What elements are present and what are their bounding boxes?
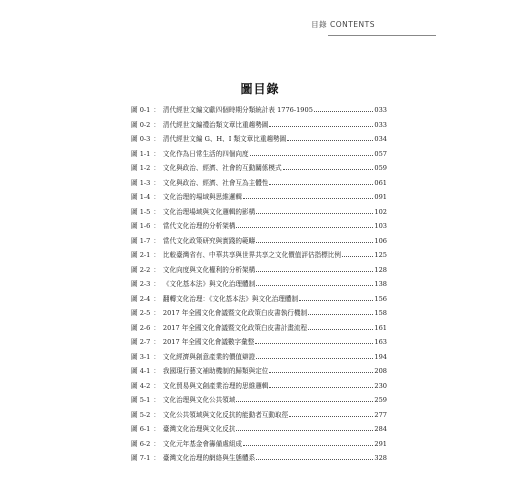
dot-leader — [236, 430, 373, 431]
figure-label: 圖 1-3 — [131, 178, 151, 187]
page-title: 圖目錄 — [240, 82, 280, 96]
figure-label: 圖 2-3 — [131, 280, 151, 288]
toc-entry[interactable] — [131, 393, 387, 408]
page-number: 158 — [374, 309, 387, 317]
separator: ： — [153, 439, 160, 448]
figure-label: 圖 1-7 — [131, 236, 151, 245]
separator: ： — [153, 135, 160, 143]
figure-label: 圖 2-7 — [131, 338, 151, 346]
toc-entry[interactable] — [131, 451, 387, 466]
toc-entry[interactable] — [131, 277, 387, 292]
toc-entry[interactable] — [131, 205, 387, 220]
figure-label: 圖 1-6 — [131, 222, 151, 230]
dot-leader — [269, 372, 373, 373]
dot-leader — [236, 401, 373, 402]
figure-label: 圖 4-1 — [131, 367, 151, 375]
page-number: 057 — [374, 149, 387, 158]
separator: ： — [153, 193, 160, 201]
figure-title: 文化治理的場域與思維邏輯 — [162, 193, 243, 201]
dot-leader — [289, 416, 373, 417]
separator: ： — [153, 381, 160, 390]
figure-title: 2017 年全國文化會議數字彙整 — [162, 338, 255, 346]
dot-leader — [256, 459, 373, 460]
separator: ： — [153, 222, 160, 230]
figure-label: 圖 5-1 — [131, 396, 151, 404]
figure-label: 圖 2-1 — [131, 251, 151, 259]
page-number: 291 — [374, 439, 387, 448]
figure-title: 臺灣文化治理與文化反抗 — [162, 425, 236, 433]
toc-entry[interactable] — [131, 161, 387, 176]
figure-label: 圖 1-5 — [131, 207, 151, 216]
figure-label: 圖 0-3 — [131, 135, 151, 143]
dot-leader — [308, 329, 373, 330]
dot-leader — [299, 300, 373, 301]
separator: ： — [153, 120, 160, 129]
dot-leader — [287, 140, 373, 141]
figure-title: 《文化基本法》與文化治理體制 — [162, 280, 256, 288]
dot-leader — [308, 314, 373, 315]
separator: ： — [153, 164, 160, 172]
toc-entry[interactable] — [131, 248, 387, 263]
toc-entry[interactable] — [131, 379, 387, 394]
page-number: 277 — [374, 410, 387, 419]
figure-title: 文化作為日常生活的四個向度 — [162, 149, 249, 158]
dot-leader — [256, 285, 373, 286]
figure-title: 2017 年全國文化會議暨文化政策白皮書計畫流程 — [162, 323, 308, 332]
figure-label: 圖 3-1 — [131, 352, 151, 361]
running-header: 目錄 CONTENTS — [311, 20, 375, 29]
figure-label: 圖 1-1 — [131, 149, 151, 158]
toc-entry[interactable] — [131, 234, 387, 249]
page-number: 103 — [374, 222, 387, 230]
figure-title: 2017 年全國文化會議暨文化政策白皮書執行機制 — [162, 309, 308, 317]
page-number: 091 — [374, 193, 387, 201]
figure-list — [131, 103, 387, 466]
page-number: 284 — [374, 425, 387, 433]
separator: ： — [153, 410, 160, 419]
separator: ： — [153, 396, 160, 404]
page-number: 208 — [374, 367, 387, 375]
figure-label: 圖 1-4 — [131, 193, 151, 201]
figure-title: 比較臺灣省有、中華共享與世界共享之文化價值評估指標比例 — [162, 251, 341, 259]
page-number: 230 — [374, 381, 387, 390]
page-number: 138 — [374, 280, 387, 288]
toc-entry[interactable] — [131, 306, 387, 321]
dot-leader — [256, 242, 373, 243]
figure-title: 清代經世文編禮治類文章比重趨勢圖 — [162, 120, 269, 129]
toc-entry[interactable] — [131, 103, 387, 118]
toc-entry[interactable] — [131, 422, 387, 437]
page-number: 156 — [374, 294, 387, 303]
figure-label: 圖 7-1 — [131, 454, 151, 462]
page-number: 059 — [374, 164, 387, 172]
figure-title: 我國現行藝文補助機制的歸類與定位 — [162, 367, 269, 375]
figure-title: 當代文化治理的分析架構 — [162, 222, 236, 230]
toc-entry[interactable] — [131, 147, 387, 162]
figure-title: 文化元年基金會籌備處組成 — [162, 439, 243, 448]
dot-leader — [243, 445, 373, 446]
separator: ： — [153, 280, 160, 288]
figure-label: 圖 2-6 — [131, 323, 151, 332]
figure-title: 清代經世文編 G、H、I 類文章比重趨勢圖 — [162, 135, 287, 143]
toc-entry[interactable] — [131, 219, 387, 234]
figure-label: 圖 2-2 — [131, 265, 151, 274]
dot-leader — [255, 343, 373, 344]
figure-title: 文化與政治、經濟、社會互為主體性 — [162, 178, 269, 187]
separator: ： — [153, 367, 160, 375]
separator: ： — [153, 352, 160, 361]
figure-title: 翻轉文化治理：《文化基本法》與文化治理體制 — [162, 294, 299, 303]
toc-entry[interactable] — [131, 118, 387, 133]
dot-leader — [269, 126, 373, 127]
separator: ： — [153, 294, 160, 303]
dot-leader — [256, 213, 373, 214]
page-number: 163 — [374, 338, 387, 346]
separator: ： — [153, 309, 160, 317]
figure-title: 文化治理場域與文化邏輯的影構 — [162, 207, 256, 216]
page-number: 061 — [374, 178, 387, 187]
dot-leader — [269, 387, 373, 388]
toc-entry[interactable] — [131, 350, 387, 365]
page-number: 161 — [374, 323, 387, 332]
page-number: 034 — [374, 135, 387, 143]
dot-leader — [250, 155, 374, 156]
page-number: 106 — [374, 236, 387, 245]
separator: ： — [153, 178, 160, 187]
page-number: 194 — [374, 352, 387, 361]
page-number: 259 — [374, 396, 387, 404]
dot-leader — [269, 184, 373, 185]
figure-title: 文化治理與文化公共領域 — [162, 396, 236, 404]
toc-entry[interactable] — [131, 364, 387, 379]
toc-entry[interactable] — [131, 335, 387, 350]
figure-title: 清代經世文編文獻四個時期分類統計表 1776-1905 — [162, 106, 313, 114]
figure-label: 圖 5-2 — [131, 410, 151, 419]
page-number: 328 — [374, 454, 387, 462]
figure-title: 當代文化政策研究與實踐的範疇 — [162, 236, 256, 245]
toc-entry[interactable] — [131, 437, 387, 452]
dot-leader — [236, 227, 373, 228]
toc-entry[interactable] — [131, 263, 387, 278]
figure-title: 文化與政治、經濟、社會的互動關係模式 — [162, 164, 282, 172]
dot-leader — [314, 111, 374, 112]
figure-title: 文化貿易與文創產業治理的思維邏輯 — [162, 381, 269, 390]
figure-label: 圖 6-1 — [131, 425, 151, 433]
separator: ： — [153, 251, 160, 259]
figure-label: 圖 6-2 — [131, 439, 151, 448]
dot-leader — [283, 169, 374, 170]
separator: ： — [153, 149, 160, 158]
toc-entry[interactable] — [131, 132, 387, 147]
dot-leader — [256, 358, 373, 359]
figure-label: 圖 2-5 — [131, 309, 151, 317]
figure-label: 圖 1-2 — [131, 164, 151, 172]
figure-title: 臺灣文化治理的網絡與生態體系 — [162, 454, 256, 462]
separator: ： — [153, 236, 160, 245]
separator: ： — [153, 454, 160, 462]
toc-entry[interactable] — [131, 176, 387, 191]
page-number: 033 — [374, 120, 387, 129]
header-rule — [328, 35, 436, 36]
separator: ： — [153, 106, 160, 114]
separator: ： — [153, 338, 160, 346]
separator: ： — [153, 425, 160, 433]
dot-leader — [243, 198, 373, 199]
figure-title: 文化公共領域與文化反抗的能動者互動取徑 — [162, 410, 289, 419]
page-number: 128 — [374, 265, 387, 274]
toc-entry[interactable] — [131, 292, 387, 307]
toc-entry[interactable] — [131, 190, 387, 205]
figure-label: 圖 0-1 — [131, 106, 151, 114]
dot-leader — [342, 256, 373, 257]
figure-title: 文化向度與文化權利的分析架構 — [162, 265, 256, 274]
page-number: 033 — [374, 106, 387, 114]
figure-label: 圖 2-4 — [131, 294, 151, 303]
figure-title: 文化經濟與創意產業的價值辯證 — [162, 352, 256, 361]
page-number: 125 — [374, 251, 387, 259]
separator: ： — [153, 207, 160, 216]
page-number: 102 — [374, 207, 387, 216]
separator: ： — [153, 323, 160, 332]
toc-entry[interactable] — [131, 321, 387, 336]
figure-label: 圖 4-2 — [131, 381, 151, 390]
figure-label: 圖 0-2 — [131, 120, 151, 129]
toc-entry[interactable] — [131, 408, 387, 423]
dot-leader — [256, 271, 373, 272]
separator: ： — [153, 265, 160, 274]
